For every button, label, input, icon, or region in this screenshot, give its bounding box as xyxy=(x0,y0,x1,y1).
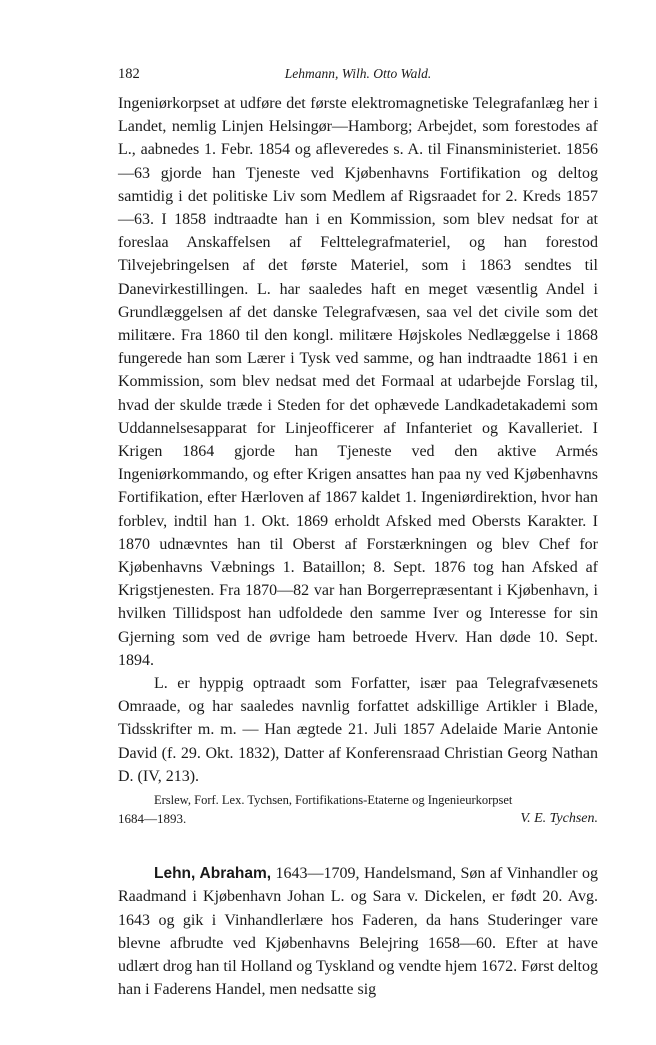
references-end xyxy=(118,810,598,828)
entry-lehn xyxy=(118,862,598,1001)
entry-text: 1643—1709, Handelsmand, Søn af Vinhandler og Raadmand i Kjøbenhavn Johan L. og Sara v. Dickelen, er født 20. Avg. 1643 og gik i Vinhandlerlære hos Faderen, da hans Studeringer vare blevne afbrudte ved Kjøbenhavns Belejring 1658—60. Efter at have udlært drog han til Holland og Tyskland og vendte hjem 1672. Først deltog han i Faderens Handel, men nedsatte sig xyxy=(118,865,599,999)
running-title: Lehmann, Wilh. Otto Wald. xyxy=(284,66,432,81)
author-signature: V. E. Tychsen. xyxy=(520,811,598,827)
entry-lehmann xyxy=(118,92,598,828)
entry-paragraph: L. er hyppig optraadt som Forfatter, især paa Telegrafvæsenets Omraade, og har saaledes navnlig forfattet adskillige Artikler i Blade, Tidsskrifter m. m. — Han ægtede 21. Juli 1857 Adelaide Marie Antonie David (f. 29. Okt. 1832), Datter af Konferensraad Christian Georg Nathan D. (IV, 213). xyxy=(118,675,598,785)
page-header xyxy=(118,62,598,92)
references: Erslew, Forf. Lex. Tychsen, Fortifikations-Etaterne og Ingenieurkorpset xyxy=(154,793,513,808)
entry-headword: Lehn, Abraham, xyxy=(154,865,272,883)
entry-paragraph: Ingeniørkorpset at udføre det første elektromagnetiske Telegrafanlæg her i Landet, nemlig Linjen Helsingør—Hamborg; Arbejdet, som forestodes af L., aabnedes 1. Febr. 1854 og afleveredes s. A. til Finansministeriet. 1856—63 gjorde han Tjeneste ved Kjøbenhavns Fortifikation og deltog samtidig i det politiske Liv som Medlem af Rigsraadet for 2. Kreds 1857—63. I 1858 indtraadte han i en Kommission, som blev nedsat for at foreslaa Anskaffelsen af Felttelegrafmateriel, og han forestod Tilvejebringelsen af det første Materiel, som i 1863 sendtes til Danevirkestillingen. L. har saaledes haft en meget væsentlig Andel i Grundlæggelsen af det danske Telegrafvæsen, saa vel det civile som det militære. Fra 1860 til den kongl. militære Højskoles Nedlæggelse i 1868 fungerede han som Lærer i Tysk ved samme, og han indtraadte 1861 i en Kommission, som blev nedsat med det Formaal at udarbejde Forslag til, hvad der skulde træde i Steden for det ophævede Landkadetakademi som Uddannelsesapparat for Linjeofficerer af Infanteriet og Kavalleriet. I Krigen 1864 gjorde han Tjeneste ved den aktive Armés Ingeniørkommando, og efter Krigen ansattes han paa ny ved Kjøbenhavns Fortifikation, efter Hærloven af 1867 kaldet 1. Ingeniørdirektion, hvor han forblev, indtil han 1. Okt. 1869 erholdt Afsked med Obersts Karakter. I 1870 udnævntes han til Oberst af Forstærkningen og blev Chef for Kjøbenhavns Væbnings 1. Bataillon; 8. Sept. 1876 tog han Afsked af Krigstjenesten. Fra 1870—82 var han Borgerrepræsentant i Kjøbenhavn, i hvilken Tillidspost han udfoldede den samme Iver og Interesse for sin Gjerning som ved de øvrige ham betroede Hverv. Han døde 10. Sept. 1894. xyxy=(118,95,598,669)
references-years: 1684—1893. xyxy=(118,811,187,827)
entry-paragraph xyxy=(118,862,598,1001)
book-page xyxy=(118,62,598,1001)
page-number: 182 xyxy=(118,66,140,82)
